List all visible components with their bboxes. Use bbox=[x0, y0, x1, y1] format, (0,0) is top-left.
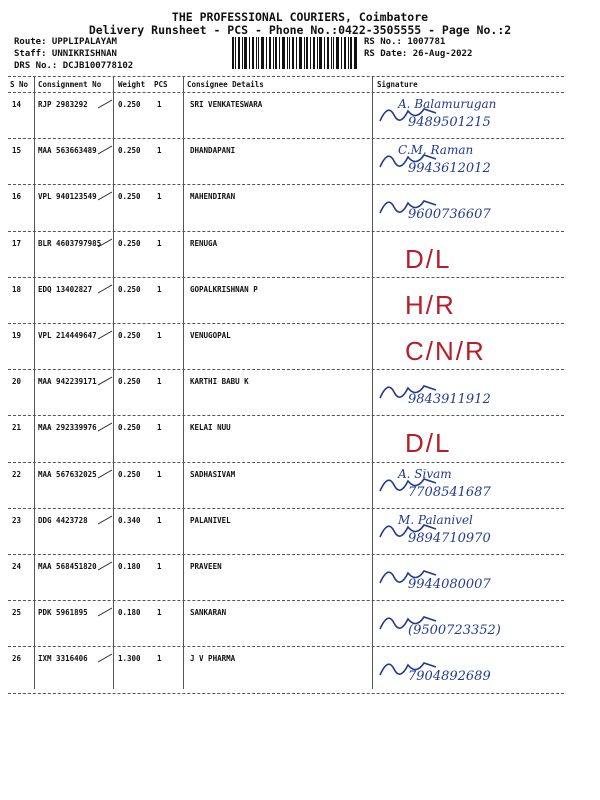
staff-label: Staff: UNNIKRISHNAN bbox=[14, 49, 117, 59]
signature-phone: 9600736607 bbox=[408, 207, 491, 223]
row-pcs: 1 bbox=[157, 238, 162, 248]
row-consignee: VENUGOPAL bbox=[190, 331, 231, 340]
row-consignee: GOPALKRISHNAN P bbox=[190, 284, 258, 294]
row-rule bbox=[8, 693, 564, 694]
route-label: Route: UPPLIPALAYAM bbox=[14, 37, 117, 47]
row-weight: 0.250 bbox=[118, 469, 141, 479]
tick-mark bbox=[96, 652, 116, 666]
delivery-stamp: H/R bbox=[405, 289, 456, 320]
signature-phone: 9944080007 bbox=[408, 577, 491, 592]
row-pcs: 1 bbox=[157, 654, 162, 664]
col-sno: S No bbox=[10, 80, 29, 89]
row-weight: 0.250 bbox=[118, 100, 141, 109]
row-weight: 0.250 bbox=[118, 377, 141, 387]
row-weight: 0.250 bbox=[118, 331, 141, 340]
row-pcs: 1 bbox=[157, 192, 162, 202]
row-rule bbox=[8, 508, 564, 509]
row-rule bbox=[8, 231, 564, 232]
signature-phone: 7708541687 bbox=[408, 484, 491, 500]
row-sno: 14 bbox=[12, 100, 22, 109]
rs-number: RS No.: 1007781 bbox=[364, 37, 446, 47]
row-sno: 24 bbox=[12, 562, 22, 571]
row-sno: 15 bbox=[12, 146, 22, 156]
row-pcs: 1 bbox=[157, 284, 162, 294]
row-consignee: RENUGA bbox=[190, 238, 218, 248]
row-consignment: BLR 4603797985 bbox=[38, 238, 102, 248]
drs-number: DRS No.: DCJB100778102 bbox=[14, 61, 134, 71]
tick-mark bbox=[96, 560, 116, 574]
col-weight: Weight bbox=[118, 80, 146, 89]
row-rule bbox=[8, 462, 564, 463]
row-consignee: SRI VENKATESWARA bbox=[190, 100, 263, 109]
tick-mark bbox=[96, 514, 116, 528]
company-title: THE PROFESSIONAL COURIERS, Coimbatore bbox=[171, 10, 429, 24]
signature-name: A. Sivam bbox=[398, 466, 452, 481]
row-sno: 18 bbox=[12, 284, 22, 294]
row-pcs: 1 bbox=[157, 146, 162, 156]
row-rule bbox=[8, 646, 564, 647]
tick-mark bbox=[96, 468, 116, 482]
signature-phone: 9843911912 bbox=[408, 392, 491, 408]
row-consignee: J V PHARMA bbox=[190, 654, 236, 664]
row-rule bbox=[8, 415, 564, 416]
row-weight: 0.340 bbox=[118, 515, 141, 525]
tick-mark bbox=[96, 421, 116, 435]
signature-phone: (9500723352) bbox=[408, 623, 501, 639]
row-consignee: PRAVEEN bbox=[190, 562, 222, 571]
row-sno: 20 bbox=[12, 377, 22, 387]
row-consignment: VPL 214449647 bbox=[38, 331, 97, 340]
row-consignment: PDK 5961895 bbox=[38, 608, 88, 618]
col-divider bbox=[183, 77, 184, 689]
row-sno: 22 bbox=[12, 469, 22, 479]
row-pcs: 1 bbox=[157, 469, 162, 479]
table-top-rule bbox=[8, 76, 564, 77]
col-divider bbox=[372, 77, 373, 689]
row-consignee: DHANDAPANI bbox=[190, 146, 236, 156]
row-pcs: 1 bbox=[157, 423, 162, 433]
row-weight: 0.250 bbox=[118, 238, 141, 248]
row-consignee: PALANIVEL bbox=[190, 515, 231, 525]
tick-mark bbox=[96, 144, 116, 158]
delivery-stamp: D/L bbox=[405, 428, 452, 459]
row-pcs: 1 bbox=[157, 100, 162, 109]
tick-mark bbox=[96, 329, 116, 343]
signature-phone: 9489501215 bbox=[408, 115, 491, 130]
row-consignee: KELAI NUU bbox=[190, 423, 231, 433]
delivery-stamp: D/L bbox=[405, 243, 452, 274]
row-rule bbox=[8, 369, 564, 370]
row-sno: 21 bbox=[12, 423, 22, 433]
row-consignee: MAHENDIRAN bbox=[190, 192, 236, 202]
col-pcs: PCS bbox=[154, 80, 168, 89]
signature-name: M. Palanivel bbox=[398, 512, 473, 527]
row-consignee: SANKARAN bbox=[190, 608, 227, 618]
row-weight: 0.250 bbox=[118, 423, 141, 433]
row-pcs: 1 bbox=[157, 562, 162, 571]
row-rule bbox=[8, 323, 564, 324]
row-consignee: KARTHI BABU K bbox=[190, 377, 249, 387]
row-weight: 0.250 bbox=[118, 146, 141, 156]
row-weight: 0.180 bbox=[118, 608, 141, 618]
col-consignment: Consignment No bbox=[38, 80, 102, 89]
row-weight: 0.250 bbox=[118, 284, 141, 294]
col-signature: Signature bbox=[377, 80, 418, 89]
row-consignment: IXM 3316406 bbox=[38, 654, 88, 664]
row-weight: 0.250 bbox=[118, 192, 141, 202]
row-rule bbox=[8, 277, 564, 278]
row-consignee: SADHASIVAM bbox=[190, 469, 236, 479]
row-consignment: DDG 4423728 bbox=[38, 515, 88, 525]
tick-mark bbox=[96, 606, 116, 620]
row-pcs: 1 bbox=[157, 515, 162, 525]
tick-mark bbox=[96, 98, 116, 112]
row-rule bbox=[8, 600, 564, 601]
header-rule bbox=[8, 92, 564, 93]
tick-mark bbox=[96, 237, 116, 251]
row-pcs: 1 bbox=[157, 608, 162, 618]
row-consignment: EDQ 13402827 bbox=[38, 284, 93, 294]
row-consignment: MAA 563663489 bbox=[38, 146, 97, 156]
rs-date: RS Date: 26-Aug-2022 bbox=[364, 49, 473, 59]
row-pcs: 1 bbox=[157, 377, 162, 387]
row-consignment: RJP 2983292 bbox=[38, 100, 88, 109]
row-sno: 17 bbox=[12, 238, 22, 248]
col-consignee: Consignee Details bbox=[187, 80, 264, 89]
delivery-stamp: C/N/R bbox=[405, 336, 486, 366]
runsheet-title: Delivery Runsheet - PCS - Phone No.:0422-3505555 - Page No.:2 bbox=[88, 23, 512, 37]
barcode bbox=[232, 37, 357, 69]
row-sno: 25 bbox=[12, 608, 22, 618]
tick-mark bbox=[96, 190, 116, 204]
row-sno: 16 bbox=[12, 192, 22, 202]
row-consignment: MAA 568451820 bbox=[38, 562, 97, 571]
row-consignment: VPL 940123549 bbox=[38, 192, 97, 202]
row-consignment: MAA 942239171 bbox=[38, 377, 97, 387]
tick-mark bbox=[96, 375, 116, 389]
row-sno: 19 bbox=[12, 331, 22, 340]
signature-phone: 9894710970 bbox=[408, 530, 491, 546]
signature-name: C.M. Raman bbox=[398, 143, 474, 158]
tick-mark bbox=[96, 283, 116, 297]
row-rule bbox=[8, 184, 564, 185]
row-pcs: 1 bbox=[157, 331, 162, 340]
row-sno: 23 bbox=[12, 515, 22, 525]
col-divider bbox=[34, 77, 35, 689]
row-rule bbox=[8, 554, 564, 555]
signature-name: A. Balamurugan bbox=[398, 97, 497, 111]
row-weight: 1.300 bbox=[118, 654, 141, 664]
signature-phone: 7904892689 bbox=[408, 669, 491, 685]
row-consignment: MAA 292339976 bbox=[38, 423, 97, 433]
row-rule bbox=[8, 138, 564, 139]
row-sno: 26 bbox=[12, 654, 22, 664]
row-weight: 0.180 bbox=[118, 562, 141, 571]
signature-phone: 9943612012 bbox=[408, 161, 491, 177]
row-consignment: MAA 567632025 bbox=[38, 469, 97, 479]
